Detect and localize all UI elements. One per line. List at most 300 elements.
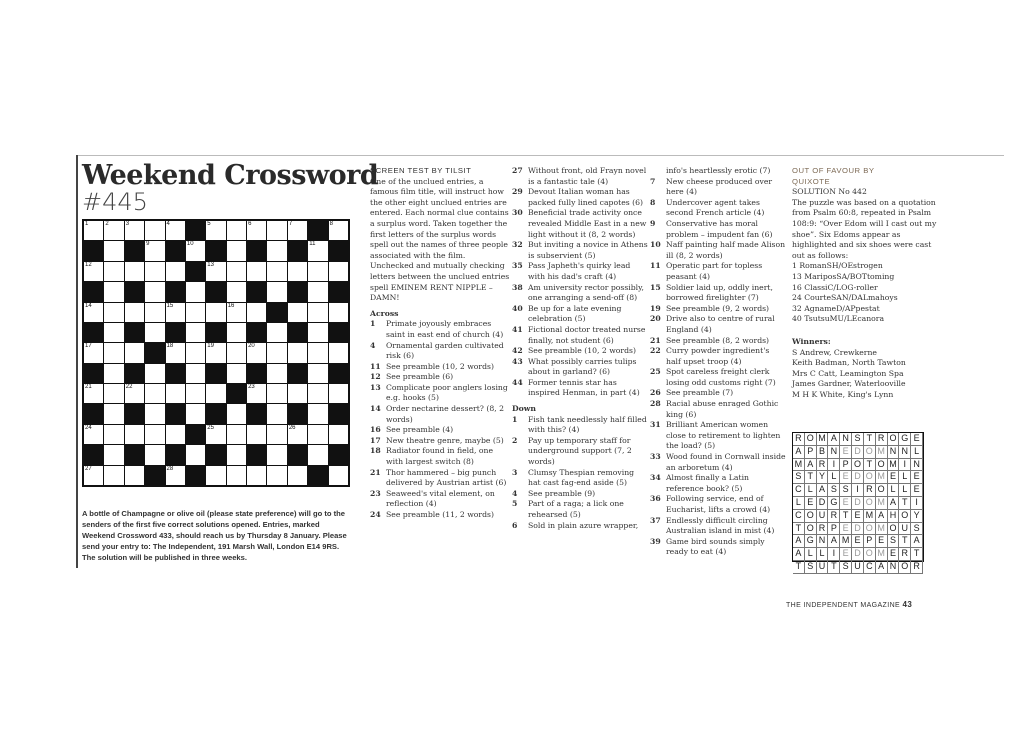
clue-text: New cheese produced over here (4) <box>666 176 773 197</box>
solution-cell: N <box>817 535 829 548</box>
grid-cell[interactable] <box>227 425 246 444</box>
grid-cell[interactable] <box>104 282 123 301</box>
grid-cell <box>84 404 103 423</box>
solution-cell: M <box>840 535 852 548</box>
solution-setter: QUIXOTE <box>792 176 831 186</box>
grid-cell <box>206 404 225 423</box>
grid-cell[interactable] <box>125 384 144 403</box>
grid-cell[interactable] <box>145 425 164 444</box>
grid-cell <box>288 323 307 342</box>
grid-cell[interactable] <box>145 282 164 301</box>
down-clue <box>512 521 648 532</box>
grid-cell[interactable] <box>247 303 266 322</box>
clue-text: Ornamental garden cultivated risk (6) <box>386 340 504 361</box>
solution-cell: O <box>852 459 864 472</box>
clue-text: New theatre genre, maybe (5) <box>386 435 504 445</box>
grid-cell[interactable] <box>227 241 246 260</box>
clue-number: 20 <box>650 314 661 324</box>
clue-text: Fictional doctor treated nurse finally, not student (6) <box>528 324 646 345</box>
grid-cell[interactable] <box>227 466 246 485</box>
grid-cell[interactable] <box>125 343 144 362</box>
grid-cell[interactable] <box>206 221 225 240</box>
solution-cell: I <box>911 497 923 510</box>
clue-number: 1 <box>512 414 518 424</box>
grid-cell[interactable] <box>288 425 307 444</box>
grid-cell <box>227 384 246 403</box>
solution-cell: R <box>828 510 840 523</box>
solution-cell: M <box>793 459 805 472</box>
clue-text: Seaweed's vital element, on reflection (4) <box>386 488 495 509</box>
solution-cell: E <box>852 510 864 523</box>
grid-cell[interactable] <box>329 384 348 403</box>
across-clue <box>512 346 648 357</box>
grid-cell <box>84 364 103 383</box>
clue-number: 1 <box>370 319 376 329</box>
clue-text: Operatic part for topless peasant (4) <box>666 261 763 281</box>
grid-cell <box>84 241 103 260</box>
solution-cell: G <box>805 535 817 548</box>
grid-cell[interactable] <box>227 303 246 322</box>
solution-cell: D <box>852 446 864 459</box>
clue-text: Undercover agent takes second French article (4) <box>666 197 765 218</box>
across-clue <box>512 325 648 346</box>
grid-cell[interactable] <box>84 262 103 281</box>
across-clue-list-continued <box>512 166 648 399</box>
grid-cell[interactable] <box>308 445 327 464</box>
grid-cell[interactable] <box>166 221 185 240</box>
grid-cell[interactable] <box>308 262 327 281</box>
solution-cell: C <box>793 484 805 497</box>
grid-cell <box>247 445 266 464</box>
grid-cell[interactable] <box>104 343 123 362</box>
grid-cell[interactable] <box>227 364 246 383</box>
grid-cell[interactable] <box>227 221 246 240</box>
clue-number: 16 <box>227 302 235 309</box>
grid-cell[interactable] <box>247 343 266 362</box>
solution-cell: R <box>817 523 829 536</box>
down-clue <box>650 452 786 473</box>
grid-cell[interactable] <box>227 323 246 342</box>
grid-cell[interactable] <box>166 425 185 444</box>
solution-cell: E <box>888 548 900 561</box>
grid-cell[interactable] <box>186 323 205 342</box>
across-clue <box>370 489 510 510</box>
solution-cell: Y <box>911 510 923 523</box>
grid-cell[interactable] <box>288 384 307 403</box>
solution-column <box>792 166 942 400</box>
down-clue <box>650 399 786 420</box>
grid-cell[interactable] <box>329 303 348 322</box>
grid-cell[interactable] <box>247 466 266 485</box>
solution-cell: R <box>876 433 888 446</box>
solution-cell: S <box>888 535 900 548</box>
clue-number: 40 <box>512 303 523 313</box>
solution-cell: U <box>899 523 911 536</box>
grid-cell[interactable] <box>145 404 164 423</box>
crossword-number: #445 <box>82 188 148 216</box>
across-heading: Across <box>370 308 399 318</box>
clue-text: See preamble (10, 2 words) <box>528 346 636 356</box>
grid-cell[interactable] <box>288 466 307 485</box>
grid-cell <box>84 323 103 342</box>
clue-text: What possibly carries tulips about in garland? (6) <box>528 356 637 377</box>
grid-cell[interactable] <box>104 241 123 260</box>
solution-cell: T <box>911 548 923 561</box>
clue-number: 41 <box>512 324 523 334</box>
solution-cell: A <box>828 535 840 548</box>
solution-cell: L <box>793 497 805 510</box>
solution-cell: O <box>888 523 900 536</box>
grid-cell[interactable] <box>186 364 205 383</box>
grid-cell[interactable] <box>227 262 246 281</box>
grid-cell[interactable] <box>145 445 164 464</box>
grid-cell[interactable] <box>186 445 205 464</box>
preamble: One of the unclued entries, a famous film title, will instruct how the other eight unclued entries are entered. Each normal clue contains a surplus word. Taken together the first letters of the surplus words spell out the names of three people associated with the film. Unchecked and mutually checking letters between the unclued entries spell EMINEM RENT NIPPLE – DAMN! <box>370 176 510 303</box>
solution-cell: S <box>828 484 840 497</box>
grid-cell[interactable] <box>186 241 205 260</box>
grid-cell[interactable] <box>145 262 164 281</box>
clue-number: 11 <box>370 361 381 371</box>
clue-number: 13 <box>207 261 214 268</box>
grid-cell[interactable] <box>145 303 164 322</box>
clue-number: 19 <box>650 303 661 313</box>
clue-number: 5 <box>207 221 211 227</box>
winner-entry: M H K White, King's Lynn <box>792 389 894 399</box>
winner-entry: Mrs C Catt, Leamington Spa <box>792 368 904 378</box>
grid-cell[interactable] <box>104 323 123 342</box>
down-clue <box>650 198 786 219</box>
solution-cell: I <box>852 484 864 497</box>
down-clue <box>650 388 786 399</box>
grid-cell[interactable] <box>227 445 246 464</box>
solution-cell: L <box>888 484 900 497</box>
grid-cell[interactable] <box>84 303 103 322</box>
grid-cell[interactable] <box>267 323 286 342</box>
solution-cell: M <box>876 548 888 561</box>
clue-text: Curry powder ingredient's half upset troop (4) <box>666 346 770 366</box>
solution-cell: T <box>899 497 911 510</box>
grid-cell <box>288 282 307 301</box>
grid-cell[interactable] <box>206 384 225 403</box>
grid-cell[interactable] <box>227 404 246 423</box>
grid-cell[interactable] <box>166 303 185 322</box>
grid-cell <box>125 241 144 260</box>
clue-text: Clumsy Thespian removing hat cast fag-end aside (5) <box>528 467 635 488</box>
solution-cell: G <box>899 433 911 446</box>
grid-cell[interactable] <box>267 425 286 444</box>
down-clue <box>650 537 786 558</box>
grid-cell[interactable] <box>329 466 348 485</box>
grid-cell[interactable] <box>267 384 286 403</box>
solution-cell: P <box>840 459 852 472</box>
clue-number: 7 <box>650 176 656 186</box>
solution-cell: B <box>817 446 829 459</box>
clue-number: 26 <box>650 388 661 398</box>
clue-number: 12 <box>85 261 92 268</box>
clue-text: See preamble (9) <box>528 488 596 498</box>
grid-cell[interactable] <box>308 364 327 383</box>
grid-cell <box>206 323 225 342</box>
clue-number: 1 <box>85 221 89 227</box>
across-clue <box>512 304 648 325</box>
grid-cell[interactable] <box>104 466 123 485</box>
clue-text: Wood found in Cornwall inside an arboretum (4) <box>666 452 786 472</box>
grid-cell[interactable] <box>166 384 185 403</box>
grid-cell[interactable] <box>84 466 103 485</box>
grid-cell[interactable] <box>308 425 327 444</box>
solution-cell: A <box>793 446 805 459</box>
grid-cell[interactable] <box>104 384 123 403</box>
clue-number: 9 <box>146 241 150 248</box>
clue-number: 31 <box>650 420 661 430</box>
clue-number: 22 <box>125 384 133 391</box>
solution-cell: M <box>817 433 829 446</box>
clue-number: 4 <box>512 488 518 498</box>
solution-cell: N <box>899 446 911 459</box>
crossword-title: Weekend Crossword <box>82 160 379 191</box>
solution-cell: L <box>828 471 840 484</box>
solution-heading: OUT OF FAVOUR BY <box>792 166 875 175</box>
grid-cell[interactable] <box>206 425 225 444</box>
grid-cell <box>247 323 266 342</box>
grid-cell[interactable] <box>329 425 348 444</box>
clues-column-3 <box>650 166 786 558</box>
grid-cell[interactable] <box>267 282 286 301</box>
clue-text: Fish tank needlessly half filled with this? (4) <box>528 414 647 435</box>
grid-cell[interactable] <box>267 404 286 423</box>
grid-cell[interactable] <box>104 262 123 281</box>
grid-cell[interactable] <box>288 221 307 240</box>
grid-cell <box>329 323 348 342</box>
grid-cell <box>329 445 348 464</box>
grid-cell[interactable] <box>104 364 123 383</box>
clue-text: See preamble (9, 2 words) <box>666 303 770 313</box>
across-clue <box>512 240 648 261</box>
grid-cell[interactable] <box>308 303 327 322</box>
grid-cell[interactable] <box>308 241 327 260</box>
grid-cell[interactable] <box>145 241 164 260</box>
solution-cell: C <box>793 510 805 523</box>
grid-cell[interactable] <box>227 343 246 362</box>
down-clue-list-continued <box>650 177 786 558</box>
grid-cell <box>125 445 144 464</box>
solution-cell: E <box>876 535 888 548</box>
clue-text: Pay up temporary staff for underground support (7, 2 words) <box>528 435 632 467</box>
down-clue <box>650 516 786 537</box>
grid-cell[interactable] <box>166 262 185 281</box>
shoe-entry: 13 MariposSA/BOTtoming <box>792 271 895 281</box>
grid-cell <box>329 282 348 301</box>
clue-text: Devout Italian woman has packed fully lined capotes (6) <box>528 187 644 207</box>
grid-cell[interactable] <box>206 343 225 362</box>
clue-number: 27 <box>85 465 92 472</box>
grid-cell[interactable] <box>288 343 307 362</box>
solution-cell: T <box>899 535 911 548</box>
solution-cell: T <box>793 561 805 574</box>
grid-cell <box>247 241 266 260</box>
clue-number: 13 <box>370 382 381 392</box>
solution-cell: M <box>876 497 888 510</box>
down-clue-list <box>512 415 648 532</box>
grid-cell <box>166 364 185 383</box>
grid-cell[interactable] <box>329 262 348 281</box>
clue-text: Order nectarine dessert? (8, 2 words) <box>386 404 505 424</box>
solution-cell: S <box>840 484 852 497</box>
solution-cell: A <box>876 510 888 523</box>
grid-cell[interactable] <box>247 221 266 240</box>
grid-cell[interactable] <box>186 384 205 403</box>
grid-cell[interactable] <box>104 445 123 464</box>
solution-cell: P <box>805 446 817 459</box>
grid-cell[interactable] <box>329 221 348 240</box>
down-clue <box>512 468 648 489</box>
clue-number: 37 <box>650 515 661 525</box>
solution-cell: S <box>793 471 805 484</box>
grid-cell[interactable] <box>247 384 266 403</box>
grid-cell[interactable] <box>288 303 307 322</box>
grid-cell[interactable] <box>104 404 123 423</box>
clue-text: Be up for a late evening celebration (5) <box>528 303 622 324</box>
grid-cell[interactable] <box>288 262 307 281</box>
grid-cell[interactable] <box>145 221 164 240</box>
grid-cell[interactable] <box>84 221 103 240</box>
solution-cell: O <box>899 561 911 574</box>
solution-cell: R <box>793 433 805 446</box>
grid-cell <box>288 364 307 383</box>
grid-cell <box>308 466 327 485</box>
grid-cell[interactable] <box>308 343 327 362</box>
grid-cell[interactable] <box>227 282 246 301</box>
grid-cell[interactable] <box>308 384 327 403</box>
grid-cell[interactable] <box>125 303 144 322</box>
clues-column-2 <box>512 166 648 531</box>
solution-cell: T <box>840 510 852 523</box>
puzzle-heading: SCREEN TEST BY TILSIT <box>370 166 472 175</box>
down-clue <box>512 489 648 500</box>
solution-cell: O <box>888 433 900 446</box>
grid-cell[interactable] <box>104 221 123 240</box>
grid-cell[interactable] <box>84 384 103 403</box>
grid-cell[interactable] <box>166 343 185 362</box>
clue-number: 10 <box>186 241 194 248</box>
clue-number: 24 <box>370 510 381 519</box>
grid-cell[interactable] <box>247 262 266 281</box>
across-clue <box>512 378 648 399</box>
down-clue <box>512 499 648 520</box>
grid-cell <box>125 364 144 383</box>
grid-cell[interactable] <box>308 404 327 423</box>
grid-cell[interactable] <box>267 343 286 362</box>
solution-cell: R <box>911 561 923 574</box>
grid-cell[interactable] <box>145 323 164 342</box>
grid-cell[interactable] <box>186 303 205 322</box>
across-clue <box>512 357 648 378</box>
grid-cell[interactable] <box>104 425 123 444</box>
shoe-entry: 40 TsutsuMU/LEcanora <box>792 314 885 324</box>
grid-cell[interactable] <box>145 364 164 383</box>
grid-cell[interactable] <box>267 262 286 281</box>
grid-cell[interactable] <box>84 425 103 444</box>
clue-number: 42 <box>512 346 523 356</box>
solution-cell: S <box>852 433 864 446</box>
grid-cell[interactable] <box>267 466 286 485</box>
grid-cell[interactable] <box>329 343 348 362</box>
clue-number: 23 <box>248 384 255 391</box>
clue-number: 3 <box>125 221 130 227</box>
clue-text: Pass Japheth's quirky lead with his dad's craft (4) <box>528 261 631 281</box>
solution-cell: D <box>852 497 864 510</box>
grid-cell <box>288 404 307 423</box>
across-clue <box>370 436 510 447</box>
grid-cell[interactable] <box>247 425 266 444</box>
solution-cell: E <box>888 471 900 484</box>
clue-number: 35 <box>512 261 523 271</box>
grid-cell <box>206 364 225 383</box>
shoe-entry: 16 ClassiC/LOG-roller <box>792 282 878 292</box>
solution-cell: A <box>888 497 900 510</box>
clue-number: 23 <box>370 488 381 498</box>
grid-cell[interactable] <box>186 282 205 301</box>
grid-cell <box>206 445 225 464</box>
grid-cell[interactable] <box>186 343 205 362</box>
solution-cell: E <box>852 535 864 548</box>
across-clue <box>370 362 510 373</box>
solution-cell: I <box>899 459 911 472</box>
clue-number: 36 <box>650 494 661 504</box>
clue-text: Part of a raga; a lick one rehearsed (5) <box>528 499 624 519</box>
grid-cell[interactable] <box>267 445 286 464</box>
solution-cell: L <box>899 471 911 484</box>
grid-cell[interactable] <box>125 466 144 485</box>
solution-cell: E <box>840 548 852 561</box>
grid-cell[interactable] <box>104 303 123 322</box>
clue-text: See preamble (7) <box>666 388 734 398</box>
grid-cell[interactable] <box>84 343 103 362</box>
down-clue <box>512 436 648 468</box>
solution-cell: D <box>852 548 864 561</box>
clue-number: 38 <box>512 282 523 292</box>
across-clue-list <box>370 319 510 520</box>
grid-cell[interactable] <box>125 262 144 281</box>
grid-cell[interactable] <box>145 384 164 403</box>
grid-cell[interactable] <box>308 282 327 301</box>
across-clue <box>370 383 510 404</box>
solution-cell: L <box>805 548 817 561</box>
grid-cell <box>125 323 144 342</box>
grid-cell[interactable] <box>267 241 286 260</box>
grid-cell[interactable] <box>267 364 286 383</box>
grid-cell[interactable] <box>206 303 225 322</box>
solution-cell: E <box>911 484 923 497</box>
grid-cell[interactable] <box>186 404 205 423</box>
grid-cell[interactable] <box>308 323 327 342</box>
grid-cell <box>145 343 164 362</box>
clue-number: 30 <box>512 208 523 218</box>
down-clue-continued: info's heartlessly erotic (7) <box>666 166 771 175</box>
grid-cell[interactable] <box>125 221 144 240</box>
grid-cell[interactable] <box>206 466 225 485</box>
grid-cell[interactable] <box>267 221 286 240</box>
prize-notice: A bottle of Champagne or olive oil (please state preference) will go to the senders of the first five correct solutions opened. Entries, marked Weekend Crossword 433, should reach us by Thursday 8 January. Please send your entry to: The Independent, 191 Marsh Wall, London E14 9RS. The solution will be published in three weeks. <box>82 509 347 562</box>
left-column-rule <box>76 155 78 568</box>
clue-number: 21 <box>650 335 661 345</box>
grid-cell[interactable] <box>166 466 185 485</box>
grid-cell[interactable] <box>125 425 144 444</box>
down-clue <box>650 177 786 198</box>
grid-cell[interactable] <box>206 262 225 281</box>
across-clue <box>370 425 510 436</box>
solution-cell: S <box>805 561 817 574</box>
